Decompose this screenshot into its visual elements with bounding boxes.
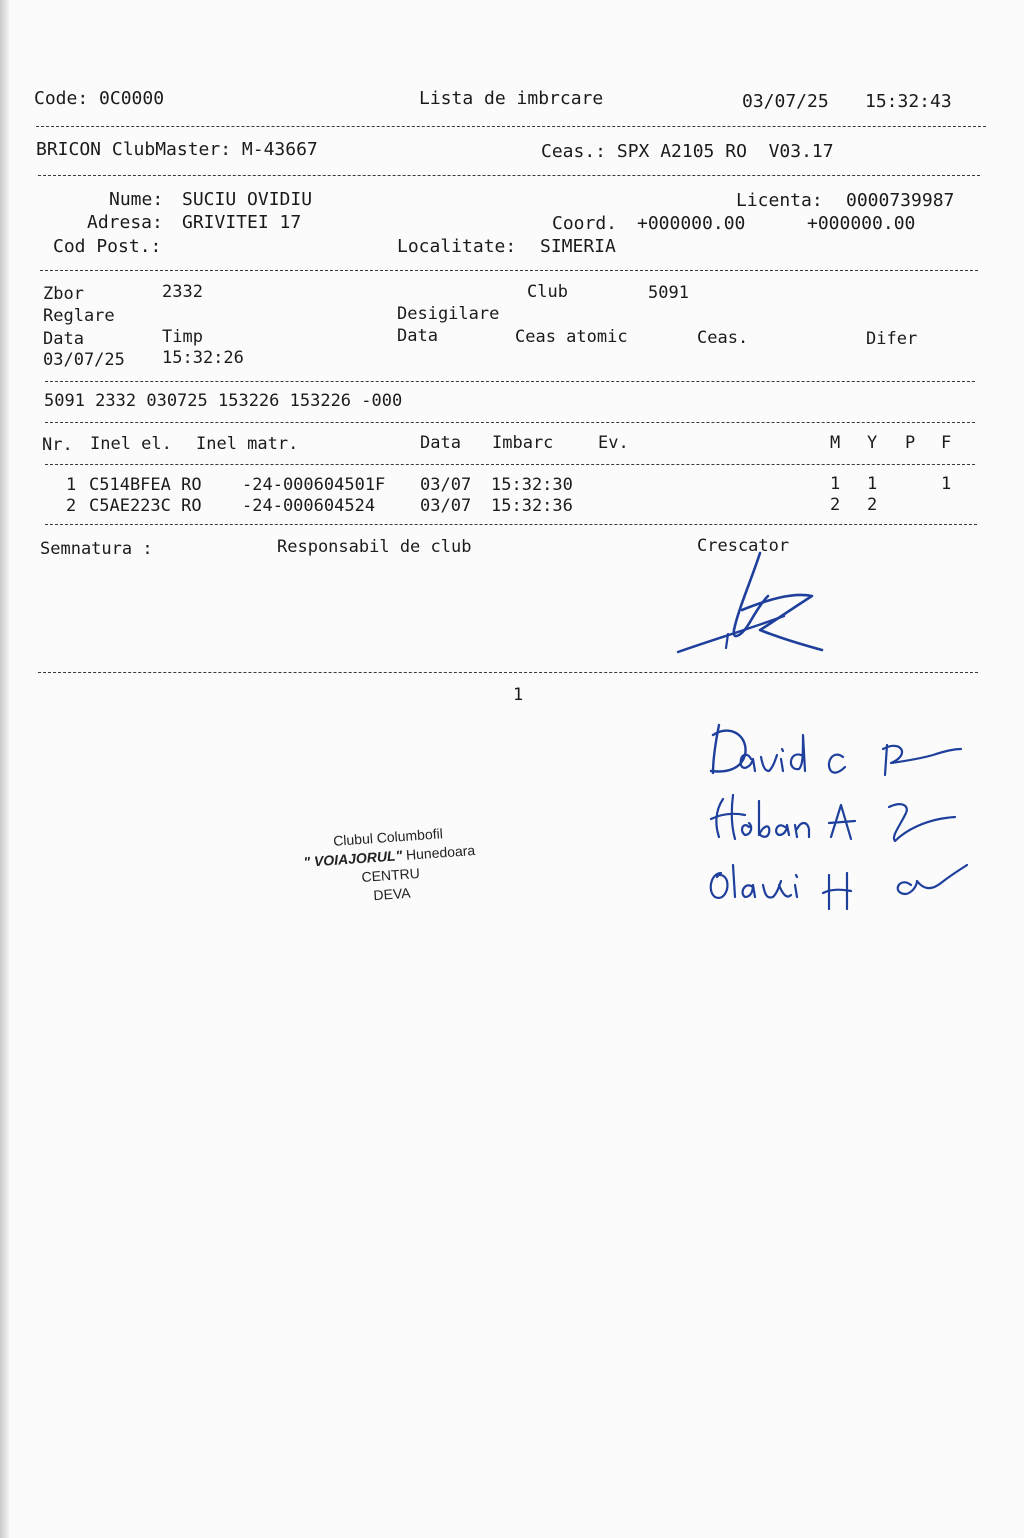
zbor-label: Zbor [43, 284, 84, 304]
ceas-atomic-label: Ceas atomic [515, 327, 628, 347]
reglare-label: Reglare [43, 306, 115, 326]
row-time: 15:32:36 [491, 496, 573, 516]
license-label: Licenta: [736, 190, 823, 211]
postal-code-label: Cod Post.: [53, 236, 162, 257]
divider-3 [40, 270, 978, 271]
row-inel-el: C5AE223C RO [89, 496, 202, 516]
club-label: Club [527, 282, 568, 302]
col-nr: Nr. [42, 435, 73, 455]
divider-7 [45, 524, 977, 525]
stamp-city: Hunedoara [401, 842, 476, 864]
page-number: 1 [513, 685, 524, 705]
stamp-line-1: Clubul Columbofil [332, 825, 444, 849]
coord-latitude: +000000.00 [637, 213, 746, 234]
col-p: P [905, 433, 916, 453]
print-date: 03/07/25 [742, 91, 829, 112]
code-label: Code: 0C0000 [34, 88, 165, 109]
col-f: F [941, 433, 952, 453]
coord-longitude: +000000.00 [807, 213, 916, 234]
col-data: Data [420, 433, 461, 453]
license-number: 0000739987 [846, 190, 955, 211]
reglare-time: 15:32:26 [162, 348, 244, 368]
col-inel-matr: Inel matr. [196, 434, 299, 454]
difer-label: Difer [866, 329, 918, 349]
row-nr: 1 [66, 475, 77, 495]
row-m: 2 [830, 495, 841, 515]
row-y: 1 [867, 474, 878, 494]
col-m: M [830, 433, 841, 453]
zbor-value: 2332 [162, 282, 203, 302]
document-title: Lista de imbrcare [419, 88, 604, 109]
device-model: BRICON ClubMaster: M-43667 [36, 139, 318, 160]
coord-label: Coord. [552, 213, 618, 234]
club-stamp [268, 820, 513, 913]
row-nr: 2 [66, 496, 77, 516]
col-ev: Ev. [598, 433, 629, 453]
stamp-club-name: " VOIAJORUL" [302, 847, 403, 871]
divider-2 [38, 175, 980, 176]
divider-8 [38, 672, 978, 673]
data-label: Data [43, 329, 84, 349]
owner-name: SUCIU OVIDIU [182, 189, 313, 210]
col-inel-el: Inel el. [90, 434, 172, 454]
reglare-date: 03/07/25 [43, 350, 125, 370]
handwritten-signatures [705, 715, 970, 925]
row-inel-el: C514BFEA RO [89, 475, 202, 495]
stamp-line-4: DEVA [372, 884, 412, 904]
club-value: 5091 [648, 283, 689, 303]
breeder-label: Crescator [697, 536, 790, 556]
owner-address: GRIVITEI 17 [182, 212, 302, 233]
clock-info: Ceas.: SPX A2105 RO V03.17 [541, 141, 834, 162]
locality-value: SIMERIA [540, 236, 616, 257]
col-imbarc: Imbarc [492, 433, 554, 453]
row-time: 15:32:30 [491, 475, 573, 495]
row-inel-matr: -24-000604524 [242, 496, 376, 516]
row-f: 1 [941, 474, 952, 494]
divider-5 [45, 422, 975, 423]
club-manager-label: Responsabil de club [277, 537, 472, 557]
locality-label: Localitate: [397, 236, 517, 257]
row-date: 03/07 [420, 475, 472, 495]
stamp-line-3: CENTRU [360, 864, 421, 885]
desigilare-data-label: Data [397, 326, 438, 346]
row-date: 03/07 [420, 496, 472, 516]
divider-6 [45, 464, 975, 465]
paper-edge [0, 0, 9, 1538]
row-m: 1 [830, 474, 841, 494]
col-y: Y [867, 433, 878, 453]
print-time: 15:32:43 [865, 91, 952, 112]
row-inel-matr: -24-000604501F [242, 475, 386, 495]
divider-4 [45, 381, 975, 382]
timp-label: Timp [162, 327, 203, 347]
ceas-label: Ceas. [697, 328, 749, 348]
divider-1 [36, 126, 986, 127]
name-label: Nume: [109, 189, 164, 210]
desigilare-label: Desigilare [397, 304, 500, 324]
summary-code-line: 5091 2332 030725 153226 153226 -000 [44, 391, 403, 411]
breeder-signature [672, 548, 832, 660]
row-y: 2 [867, 495, 878, 515]
address-label: Adresa: [87, 212, 163, 233]
signature-label: Semnatura : [40, 539, 153, 559]
